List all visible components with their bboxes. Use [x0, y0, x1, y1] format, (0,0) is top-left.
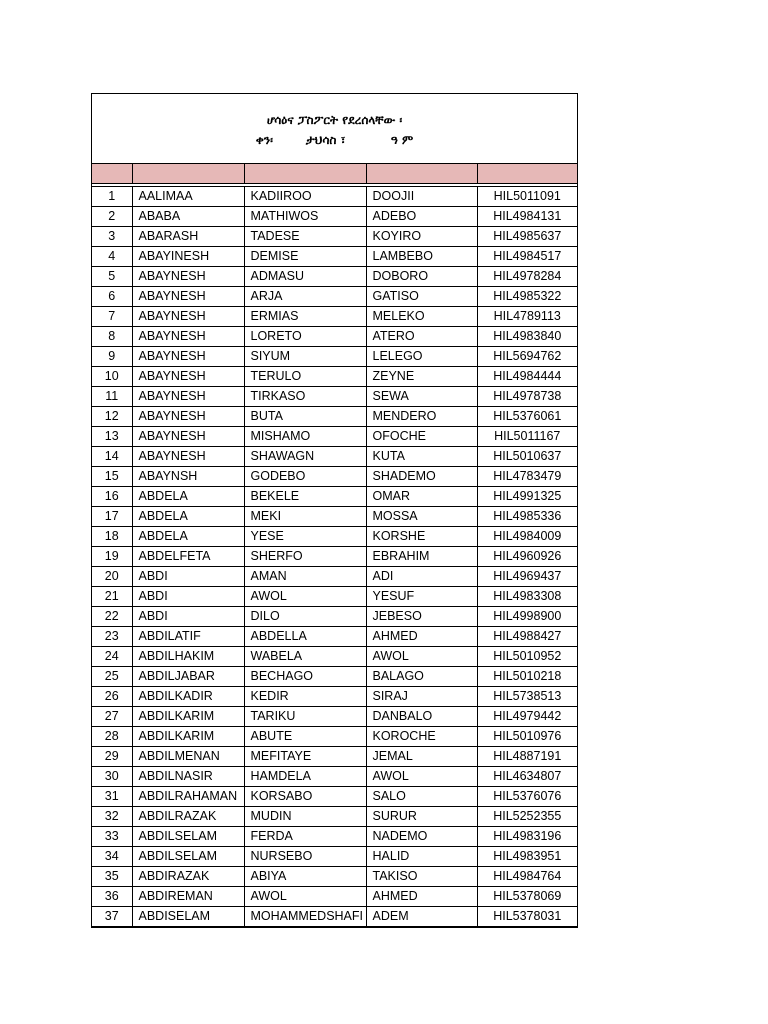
- row-number-cell: 8: [92, 326, 132, 346]
- row-number-cell: 24: [92, 646, 132, 666]
- table-row: [92, 626, 577, 646]
- passport-number-cell: HIL4985322: [477, 286, 577, 306]
- grandfather-name-cell: KORSHE: [366, 526, 477, 546]
- grandfather-name-cell: GATISO: [366, 286, 477, 306]
- passport-number-cell: HIL4984764: [477, 866, 577, 886]
- table-row: [92, 886, 577, 906]
- first-name-cell: ABDILRAZAK: [132, 806, 244, 826]
- grandfather-name-cell: MOSSA: [366, 506, 477, 526]
- table-row: [92, 826, 577, 846]
- first-name-cell: ABAYNESH: [132, 326, 244, 346]
- table-row: [92, 326, 577, 346]
- table-row: [92, 566, 577, 586]
- row-number-cell: 26: [92, 686, 132, 706]
- table-row: [92, 346, 577, 366]
- father-name-cell: SHERFO: [244, 546, 366, 566]
- row-number-cell: 16: [92, 486, 132, 506]
- passport-number-cell: HIL5376076: [477, 786, 577, 806]
- father-name-cell: LORETO: [244, 326, 366, 346]
- first-name-cell: ABDISELAM: [132, 906, 244, 926]
- grandfather-name-cell: HALID: [366, 846, 477, 866]
- father-name-cell: WABELA: [244, 646, 366, 666]
- passport-number-cell: HIL4634807: [477, 766, 577, 786]
- date-year-label: ዓ ም: [390, 133, 414, 147]
- first-name-cell: ABABA: [132, 206, 244, 226]
- passport-number-cell: HIL4960926: [477, 546, 577, 566]
- table-row: [92, 286, 577, 306]
- first-name-cell: ABAYNESH: [132, 426, 244, 446]
- table-row: [92, 226, 577, 246]
- grandfather-name-cell: LELEGO: [366, 346, 477, 366]
- father-name-cell: HAMDELA: [244, 766, 366, 786]
- row-number-cell: 25: [92, 666, 132, 686]
- first-name-cell: ABDILKARIM: [132, 726, 244, 746]
- grandfather-name-cell: JEBESO: [366, 606, 477, 626]
- passport-number-cell: HIL5252355: [477, 806, 577, 826]
- father-name-cell: MISHAMO: [244, 426, 366, 446]
- first-name-cell: ABDI: [132, 566, 244, 586]
- table-header-row: [92, 164, 577, 183]
- table-row: [92, 406, 577, 426]
- passport-number-cell: HIL5011091: [477, 186, 577, 206]
- row-number-cell: 32: [92, 806, 132, 826]
- table-row: [92, 766, 577, 786]
- table-row: [92, 806, 577, 826]
- father-name-cell: AMAN: [244, 566, 366, 586]
- row-number-cell: 19: [92, 546, 132, 566]
- table-row: [92, 366, 577, 386]
- passport-list-sheet: [91, 93, 578, 928]
- passport-number-cell: HIL4984131: [477, 206, 577, 226]
- passport-number-cell: HIL5010218: [477, 666, 577, 686]
- passport-number-cell: HIL5738513: [477, 686, 577, 706]
- grandfather-name-cell: KUTA: [366, 446, 477, 466]
- passport-number-cell: HIL4983951: [477, 846, 577, 866]
- table-row: [92, 466, 577, 486]
- father-name-cell: ARJA: [244, 286, 366, 306]
- first-name-cell: ABDIRAZAK: [132, 866, 244, 886]
- father-name-cell: ADMASU: [244, 266, 366, 286]
- row-number-cell: 21: [92, 586, 132, 606]
- grandfather-name-cell: BALAGO: [366, 666, 477, 686]
- passport-number-cell: HIL4984444: [477, 366, 577, 386]
- table-row: [92, 646, 577, 666]
- father-name-cell: YESE: [244, 526, 366, 546]
- table-row: [92, 866, 577, 886]
- grandfather-name-cell: EBRAHIM: [366, 546, 477, 566]
- table-row: [92, 726, 577, 746]
- table-row: [92, 906, 577, 926]
- first-name-cell: ABAYNESH: [132, 406, 244, 426]
- row-number-cell: 5: [92, 266, 132, 286]
- sheet-date-line: [256, 130, 413, 150]
- passport-number-cell: HIL4985637: [477, 226, 577, 246]
- first-name-cell: ABAYNESH: [132, 446, 244, 466]
- date-label: ቀን፡: [255, 133, 273, 147]
- passport-number-cell: HIL4979442: [477, 706, 577, 726]
- row-number-cell: 14: [92, 446, 132, 466]
- row-number-cell: 2: [92, 206, 132, 226]
- table-row: [92, 606, 577, 626]
- first-name-cell: ABARASH: [132, 226, 244, 246]
- grandfather-name-cell: ADI: [366, 566, 477, 586]
- table-row: [92, 306, 577, 326]
- table-row: [92, 266, 577, 286]
- first-name-cell: AALIMAA: [132, 186, 244, 206]
- first-name-cell: ABDELA: [132, 526, 244, 546]
- passport-number-cell: HIL4983308: [477, 586, 577, 606]
- row-number-cell: 17: [92, 506, 132, 526]
- header-cell: [366, 164, 477, 183]
- father-name-cell: TERULO: [244, 366, 366, 386]
- header-cell: [132, 164, 244, 183]
- table-row: [92, 446, 577, 466]
- grandfather-name-cell: TAKISO: [366, 866, 477, 886]
- father-name-cell: TIRKASO: [244, 386, 366, 406]
- passport-number-cell: HIL5378069: [477, 886, 577, 906]
- table-row: [92, 206, 577, 226]
- passport-number-cell: HIL5010637: [477, 446, 577, 466]
- header-cell: [477, 164, 577, 183]
- father-name-cell: ABUTE: [244, 726, 366, 746]
- table-row: [92, 506, 577, 526]
- grandfather-name-cell: KOROCHE: [366, 726, 477, 746]
- first-name-cell: ABDILRAHAMAN: [132, 786, 244, 806]
- first-name-cell: ABDILSELAM: [132, 846, 244, 866]
- passport-number-cell: HIL4984517: [477, 246, 577, 266]
- first-name-cell: ABAYNESH: [132, 306, 244, 326]
- father-name-cell: KORSABO: [244, 786, 366, 806]
- grandfather-name-cell: SHADEMO: [366, 466, 477, 486]
- first-name-cell: ABDELA: [132, 506, 244, 526]
- grandfather-name-cell: ATERO: [366, 326, 477, 346]
- grandfather-name-cell: OFOCHE: [366, 426, 477, 446]
- first-name-cell: ABDIREMAN: [132, 886, 244, 906]
- father-name-cell: KEDIR: [244, 686, 366, 706]
- passport-number-cell: HIL4991325: [477, 486, 577, 506]
- grandfather-name-cell: SURUR: [366, 806, 477, 826]
- first-name-cell: ABDI: [132, 606, 244, 626]
- row-number-cell: 1: [92, 186, 132, 206]
- row-number-cell: 27: [92, 706, 132, 726]
- father-name-cell: NURSEBO: [244, 846, 366, 866]
- row-number-cell: 22: [92, 606, 132, 626]
- father-name-cell: MEKI: [244, 506, 366, 526]
- first-name-cell: ABAYNESH: [132, 266, 244, 286]
- passport-table: [92, 164, 577, 927]
- father-name-cell: DILO: [244, 606, 366, 626]
- father-name-cell: BEKELE: [244, 486, 366, 506]
- father-name-cell: ABIYA: [244, 866, 366, 886]
- row-number-cell: 20: [92, 566, 132, 586]
- first-name-cell: ABAYNESH: [132, 386, 244, 406]
- grandfather-name-cell: AWOL: [366, 766, 477, 786]
- row-number-cell: 33: [92, 826, 132, 846]
- row-number-cell: 9: [92, 346, 132, 366]
- father-name-cell: SHAWAGN: [244, 446, 366, 466]
- row-number-cell: 12: [92, 406, 132, 426]
- table-row: [92, 586, 577, 606]
- row-number-cell: 37: [92, 906, 132, 926]
- row-number-cell: 23: [92, 626, 132, 646]
- father-name-cell: KADIIROO: [244, 186, 366, 206]
- table-row: [92, 386, 577, 406]
- table-row: [92, 186, 577, 206]
- grandfather-name-cell: ADEBO: [366, 206, 477, 226]
- table-row: [92, 706, 577, 726]
- row-number-cell: 35: [92, 866, 132, 886]
- row-number-cell: 3: [92, 226, 132, 246]
- first-name-cell: ABDILHAKIM: [132, 646, 244, 666]
- grandfather-name-cell: LAMBEBO: [366, 246, 477, 266]
- grandfather-name-cell: AHMED: [366, 626, 477, 646]
- father-name-cell: DEMISE: [244, 246, 366, 266]
- passport-number-cell: HIL4978284: [477, 266, 577, 286]
- grandfather-name-cell: JEMAL: [366, 746, 477, 766]
- father-name-cell: AWOL: [244, 886, 366, 906]
- table-row: [92, 546, 577, 566]
- row-number-cell: 6: [92, 286, 132, 306]
- passport-number-cell: HIL4969437: [477, 566, 577, 586]
- first-name-cell: ABDILJABAR: [132, 666, 244, 686]
- header-cell: [92, 164, 132, 183]
- father-name-cell: GODEBO: [244, 466, 366, 486]
- grandfather-name-cell: ADEM: [366, 906, 477, 926]
- first-name-cell: ABAYNESH: [132, 346, 244, 366]
- table-row: [92, 786, 577, 806]
- table-row: [92, 746, 577, 766]
- first-name-cell: ABDELFETA: [132, 546, 244, 566]
- row-number-cell: 36: [92, 886, 132, 906]
- grandfather-name-cell: AHMED: [366, 886, 477, 906]
- passport-number-cell: HIL5010952: [477, 646, 577, 666]
- row-number-cell: 28: [92, 726, 132, 746]
- row-number-cell: 31: [92, 786, 132, 806]
- passport-number-cell: HIL4783479: [477, 466, 577, 486]
- grandfather-name-cell: MENDERO: [366, 406, 477, 426]
- first-name-cell: ABDILNASIR: [132, 766, 244, 786]
- passport-number-cell: HIL4985336: [477, 506, 577, 526]
- row-number-cell: 7: [92, 306, 132, 326]
- father-name-cell: BUTA: [244, 406, 366, 426]
- row-number-cell: 11: [92, 386, 132, 406]
- passport-number-cell: HIL4887191: [477, 746, 577, 766]
- passport-number-cell: HIL5011167: [477, 426, 577, 446]
- first-name-cell: ABAYNSH: [132, 466, 244, 486]
- grandfather-name-cell: SALO: [366, 786, 477, 806]
- grandfather-name-cell: KOYIRO: [366, 226, 477, 246]
- passport-number-cell: HIL5378031: [477, 906, 577, 926]
- row-number-cell: 10: [92, 366, 132, 386]
- father-name-cell: MATHIWOS: [244, 206, 366, 226]
- first-name-cell: ABDILMENAN: [132, 746, 244, 766]
- table-row: [92, 846, 577, 866]
- grandfather-name-cell: SIRAJ: [366, 686, 477, 706]
- father-name-cell: MEFITAYE: [244, 746, 366, 766]
- father-name-cell: MUDIN: [244, 806, 366, 826]
- passport-number-cell: HIL5010976: [477, 726, 577, 746]
- row-number-cell: 13: [92, 426, 132, 446]
- row-number-cell: 4: [92, 246, 132, 266]
- sheet-title: ሆሳዕና ፓስፖርት የደረሰላቸው ፡: [266, 113, 403, 127]
- date-month: ታህሳስ ፣: [305, 133, 346, 147]
- first-name-cell: ABAYNESH: [132, 366, 244, 386]
- passport-number-cell: HIL4988427: [477, 626, 577, 646]
- passport-number-cell: HIL4998900: [477, 606, 577, 626]
- father-name-cell: BECHAGO: [244, 666, 366, 686]
- father-name-cell: ABDELLA: [244, 626, 366, 646]
- first-name-cell: ABAYNESH: [132, 286, 244, 306]
- father-name-cell: MOHAMMEDSHAFI: [244, 906, 366, 926]
- passport-number-cell: HIL4984009: [477, 526, 577, 546]
- passport-number-cell: HIL5694762: [477, 346, 577, 366]
- row-number-cell: 30: [92, 766, 132, 786]
- passport-number-cell: HIL4983196: [477, 826, 577, 846]
- grandfather-name-cell: DOOJII: [366, 186, 477, 206]
- table-row: [92, 486, 577, 506]
- table-row: [92, 526, 577, 546]
- father-name-cell: TARIKU: [244, 706, 366, 726]
- grandfather-name-cell: ZEYNE: [366, 366, 477, 386]
- table-row: [92, 426, 577, 446]
- passport-number-cell: HIL4789113: [477, 306, 577, 326]
- first-name-cell: ABDI: [132, 586, 244, 606]
- grandfather-name-cell: AWOL: [366, 646, 477, 666]
- sheet-title-block: [92, 94, 577, 164]
- grandfather-name-cell: DANBALO: [366, 706, 477, 726]
- first-name-cell: ABDILKADIR: [132, 686, 244, 706]
- row-number-cell: 29: [92, 746, 132, 766]
- first-name-cell: ABDILATIF: [132, 626, 244, 646]
- grandfather-name-cell: MELEKO: [366, 306, 477, 326]
- table-row: [92, 246, 577, 266]
- header-cell: [244, 164, 366, 183]
- father-name-cell: TADESE: [244, 226, 366, 246]
- passport-number-cell: HIL4983840: [477, 326, 577, 346]
- row-number-cell: 18: [92, 526, 132, 546]
- grandfather-name-cell: DOBORO: [366, 266, 477, 286]
- grandfather-name-cell: NADEMO: [366, 826, 477, 846]
- passport-number-cell: HIL4978738: [477, 386, 577, 406]
- father-name-cell: SIYUM: [244, 346, 366, 366]
- first-name-cell: ABAYINESH: [132, 246, 244, 266]
- first-name-cell: ABDILSELAM: [132, 826, 244, 846]
- father-name-cell: FERDA: [244, 826, 366, 846]
- first-name-cell: ABDILKARIM: [132, 706, 244, 726]
- father-name-cell: ERMIAS: [244, 306, 366, 326]
- row-number-cell: 15: [92, 466, 132, 486]
- first-name-cell: ABDELA: [132, 486, 244, 506]
- grandfather-name-cell: OMAR: [366, 486, 477, 506]
- grandfather-name-cell: SEWA: [366, 386, 477, 406]
- table-row: [92, 686, 577, 706]
- grandfather-name-cell: YESUF: [366, 586, 477, 606]
- table-row: [92, 666, 577, 686]
- passport-number-cell: HIL5376061: [477, 406, 577, 426]
- father-name-cell: AWOL: [244, 586, 366, 606]
- row-number-cell: 34: [92, 846, 132, 866]
